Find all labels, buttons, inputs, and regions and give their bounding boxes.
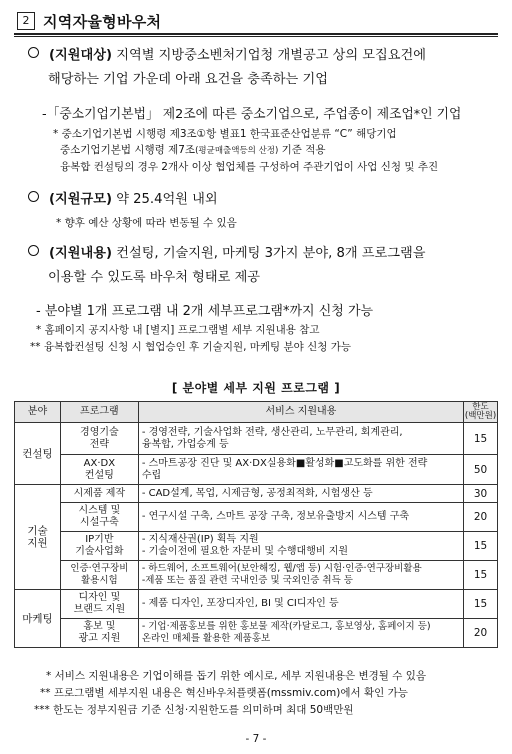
header-field: 분야 — [15, 402, 61, 423]
row-service: - 기업·제품홍보를 위한 홍보물 제작(카달로그, 홍보영상, 홈페이지 등) 온라인 매체를 활용한 제품홍보 — [138, 619, 463, 648]
row-program: 시제품 제작 — [60, 485, 138, 503]
bullet-circle-icon — [28, 47, 39, 58]
row-program: 경영기술 전략 — [60, 423, 138, 455]
table-header-row — [15, 402, 498, 423]
footnote-3: *** 한도는 정부지원금 기준 신청·지원한도를 의미하며 최대 50백만원 — [34, 704, 354, 716]
header-limit — [464, 402, 498, 423]
section-heading — [17, 10, 161, 32]
row-program: 디자인 및 브랜드 지원 — [60, 590, 138, 619]
target-dash: -「중소기업기본법」 제2조에 따른 중소기업으로, 주업종이 제조업*인 기업 — [42, 107, 462, 122]
row-field: 컨설팅 — [15, 423, 61, 485]
target-text-1: 지역별 지방중소벤처기업청 개별공고 상의 모집요건에 — [116, 48, 426, 63]
row-service: - 하드웨어, 소프트웨어(보안해킹, 웹/앱 등) 시험·인증·연구장비활용 -제품 또는 품질 관련 국내인증 및 국외인증 취득 등 — [138, 561, 463, 590]
row-limit: 15 — [464, 423, 498, 455]
section-number-box: 2 — [17, 12, 35, 30]
target-section — [28, 44, 496, 92]
row-service: - 경영전략, 기술사업화 전략, 생산관리, 노무관리, 회계관리, 융복합, 가업승계 등 — [138, 423, 463, 455]
content-dash: - 분야별 1개 프로그램 내 2개 세부프로그램*까지 신청 가능 — [36, 304, 374, 319]
table-row — [15, 485, 498, 503]
table-row — [15, 455, 498, 485]
header-limit-2: (백만원) — [464, 411, 497, 421]
row-service: - 스마트공장 진단 및 AX·DX실용화■활성화■고도화를 위한 전략 수립 — [138, 455, 463, 485]
bullet-circle-icon — [28, 245, 39, 256]
row-program: 인증·연구장비 활용시험 — [60, 561, 138, 590]
page-number: - 7 - — [245, 733, 267, 745]
target-note-2 — [60, 143, 326, 159]
row-limit: 20 — [464, 619, 498, 648]
scale-note: * 향후 예산 상황에 따라 변동될 수 있음 — [56, 217, 237, 229]
target-label: (지원대상) — [49, 48, 113, 63]
header-limit-1: 한도 — [472, 402, 489, 412]
footnote-2: ** 프로그램별 세부지원 내용은 혁신바우처플랫폼(mssmiv.com)에서 확인 가능 — [40, 687, 408, 699]
table-row — [15, 503, 498, 532]
row-limit: 50 — [464, 455, 498, 485]
bullet-circle-icon — [28, 191, 39, 202]
table-row — [15, 619, 498, 648]
header-service: 서비스 지원내용 — [138, 402, 463, 423]
heading-underline — [14, 33, 498, 35]
table-row — [15, 561, 498, 590]
row-limit: 15 — [464, 561, 498, 590]
target-note-2b: (평균매출액등의 산정) — [195, 146, 279, 156]
table-row — [15, 423, 498, 455]
row-service: - CAD설계, 목업, 시제금형, 공정최적화, 시험생산 등 — [138, 485, 463, 503]
scale-text: 약 25.4억원 내외 — [116, 192, 218, 207]
row-service: - 지식재산권(IP) 획득 지원 - 기술이전에 필요한 자문비 및 수행대행비 지원 — [138, 532, 463, 561]
row-limit: 30 — [464, 485, 498, 503]
row-service: - 연구시설 구축, 스마트 공장 구축, 정보유출방지 시스템 구축 — [138, 503, 463, 532]
target-note-3: 융복합 컨설팅의 경우 2개사 이상 협업체를 구성하여 주관기업이 사업 신청 및 추진 — [60, 161, 439, 173]
target-note-1: * 중소기업기본법 시행령 제3조①항 별표1 한국표준산업분류 “C” 해당기업 — [53, 128, 397, 140]
row-program: AX·DX 컨설팅 — [60, 455, 138, 485]
table-row — [15, 532, 498, 561]
header-program: 프로그램 — [60, 402, 138, 423]
heading-underline-thin — [14, 36, 498, 37]
content-label: (지원내용) — [49, 246, 113, 261]
footnote-1: * 서비스 지원내용은 기업이해를 돕기 위한 예시로, 세부 지원내용은 변경될 수 있음 — [46, 670, 427, 682]
row-program: 시스템 및 시설구축 — [60, 503, 138, 532]
row-program: IP기반 기술사업화 — [60, 532, 138, 561]
row-limit: 20 — [464, 503, 498, 532]
content-note-1: * 홈페이지 공지사항 내 [별지] 프로그램별 세부 지원내용 참고 — [36, 324, 320, 336]
content-text-1: 컨설팅, 기술지원, 마케팅 3가지 분야, 8개 프로그램을 — [116, 246, 426, 261]
target-note-2c: 기준 적용 — [278, 144, 326, 156]
row-limit: 15 — [464, 590, 498, 619]
content-note-2: ** 융복합컨설팅 신청 시 협업승인 후 기술지원, 마케팅 분야 신청 가능 — [30, 341, 352, 353]
table-title: [ 분야별 세부 지원 프로그램 ] — [171, 381, 341, 395]
row-field: 기술 지원 — [15, 485, 61, 590]
table-row — [15, 590, 498, 619]
program-table — [14, 401, 498, 648]
row-field: 마케팅 — [15, 590, 61, 648]
scale-section — [28, 188, 496, 212]
target-note-2a: 중소기업기본법 시행령 제7조 — [60, 144, 196, 156]
content-section — [28, 242, 496, 290]
section-title: 지역자율형바우처 — [43, 12, 162, 31]
scale-label: (지원규모) — [49, 192, 113, 207]
row-service: - 제품 디자인, 포장디자인, BI 및 CI디자인 등 — [138, 590, 463, 619]
row-limit: 15 — [464, 532, 498, 561]
content-text-2: 이용할 수 있도록 바우처 형태로 제공 — [48, 270, 261, 285]
target-text-2: 해당하는 기업 가운데 아래 요건을 충족하는 기업 — [48, 72, 328, 87]
row-program: 홍보 및 광고 지원 — [60, 619, 138, 648]
